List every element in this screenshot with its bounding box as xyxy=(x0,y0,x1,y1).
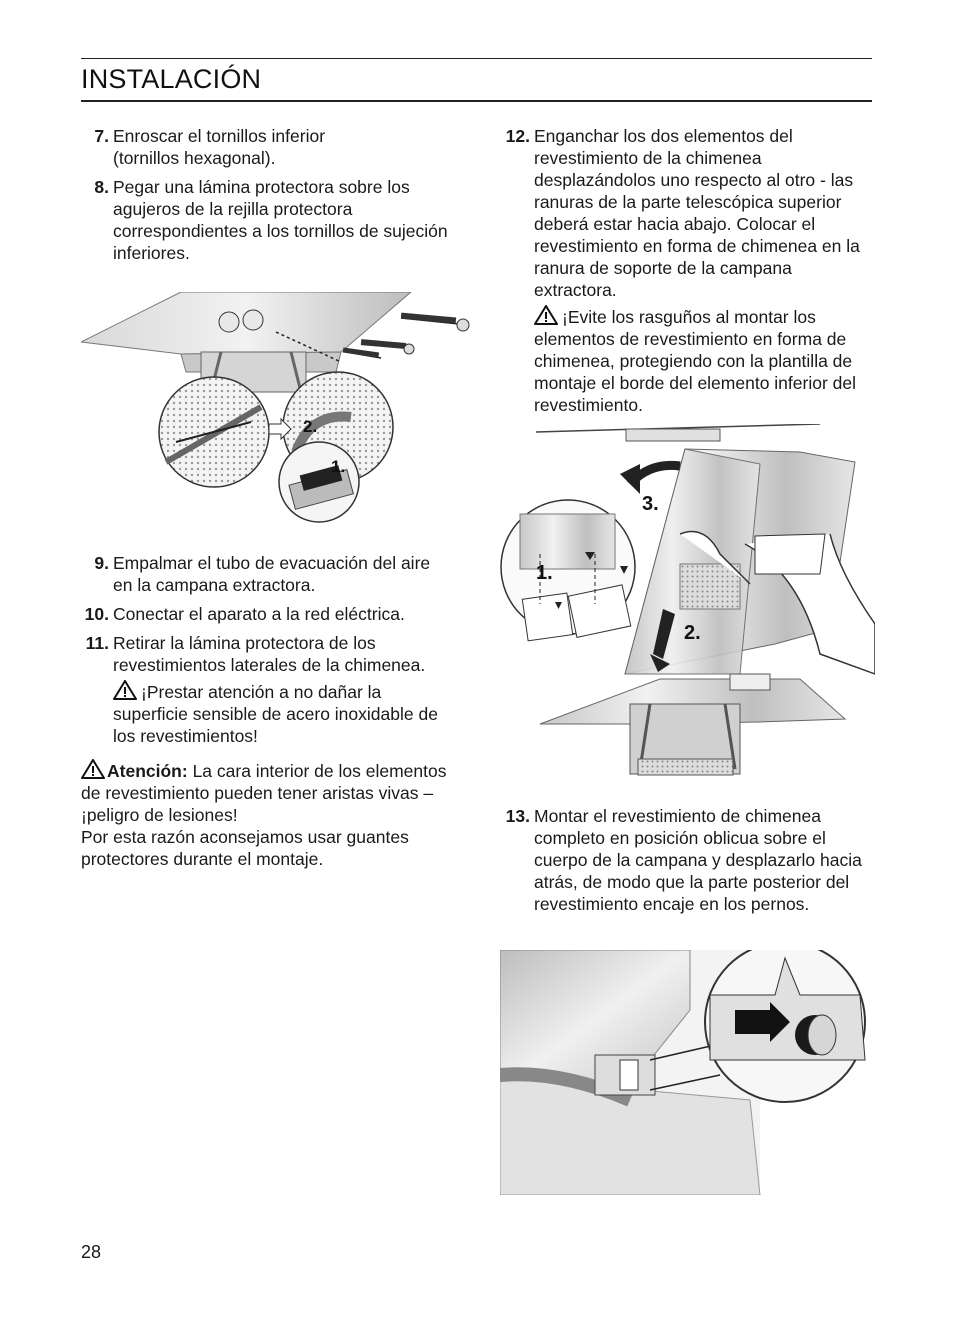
step-text: Montar el revestimiento de chimenea completo en posición oblicua sobre el cuerpo de la campana y desplazarlo hacia atrás, de modo que la parte posterior del revestimiento encaje en los pernos. xyxy=(534,806,862,914)
right-step-12 xyxy=(502,125,872,423)
step-text: Enganchar los dos elementos del revestimiento de la chimenea desplazándolos uno respecto al otro - las ranuras de la parte telescópica superior deberá estar hacia abajo. Colocar el revestimiento en forma de chimenea en la ranura de soporte de la campana extractora. xyxy=(534,126,860,300)
step-12 xyxy=(502,125,872,416)
step-10 xyxy=(81,603,456,625)
step-12-warning xyxy=(534,305,872,416)
step-11 xyxy=(81,632,456,747)
warning-triangle-icon xyxy=(81,759,105,779)
left-steps-a xyxy=(81,125,456,271)
section-title: INSTALACIÓN xyxy=(81,64,262,94)
warning-text: ¡Prestar atención a no dañar la superficie sensible de acero inoxidable de los revestimientos! xyxy=(113,682,438,746)
step-number: 13. xyxy=(505,806,530,826)
step-text: Empalmar el tubo de evacuación del aire en la campana extractora. xyxy=(113,553,431,595)
warning-triangle-icon xyxy=(534,305,558,325)
step-11-warning xyxy=(113,680,456,747)
step-number: 11. xyxy=(85,633,109,653)
step-8 xyxy=(81,176,456,264)
callout-1: 1. xyxy=(536,562,553,584)
warning-text: ¡Evite los rasguños al montar los elementos de revestimiento en forma de chimenea, protegiendo con la plantilla de montaje el borde del elemento inferior del revestimiento. xyxy=(534,307,856,415)
figure-chimney-assembly xyxy=(500,424,875,784)
step-number: 8. xyxy=(94,177,109,197)
figure-chimney-pins xyxy=(500,950,870,1195)
step-number: 10. xyxy=(84,604,109,624)
attention-block xyxy=(81,759,456,870)
attention-text: La cara interior de los elementos de revestimiento pueden tener aristas vivas – ¡peligro de lesiones! xyxy=(81,761,447,825)
right-step-13 xyxy=(502,805,872,922)
step-7 xyxy=(81,125,456,169)
callout-2: 2. xyxy=(303,417,318,436)
header-rule-top xyxy=(81,58,872,59)
callout-1: 1. xyxy=(331,457,346,476)
step-number: 7. xyxy=(94,126,109,146)
header-rule-bottom xyxy=(81,100,872,102)
step-text: Enroscar el tornillos inferior (tornillos hexagonal). xyxy=(113,126,326,168)
step-9 xyxy=(81,552,456,596)
warning-triangle-icon xyxy=(113,680,137,700)
step-13 xyxy=(502,805,872,915)
step-text: Pegar una lámina protectora sobre los agujeros de la rejilla protectora correspondientes a los tornillos de sujeción inferiores. xyxy=(113,177,448,263)
step-text: Retirar la lámina protectora de los revestimientos laterales de la chimenea. xyxy=(113,633,426,675)
step-number: 9. xyxy=(94,553,109,573)
left-steps-b xyxy=(81,552,456,754)
attention-label: Atención: xyxy=(107,761,188,781)
callout-3: 3. xyxy=(642,493,659,515)
callout-2: 2. xyxy=(684,622,701,644)
step-text: Conectar el aparato a la red eléctrica. xyxy=(113,604,405,624)
attention-text-2: Por esta razón aconsejamos usar guantes protectores durante el montaje. xyxy=(81,827,409,869)
page-number: 28 xyxy=(81,1242,102,1262)
figure-screw-installation xyxy=(81,292,476,527)
step-number: 12. xyxy=(505,126,530,146)
